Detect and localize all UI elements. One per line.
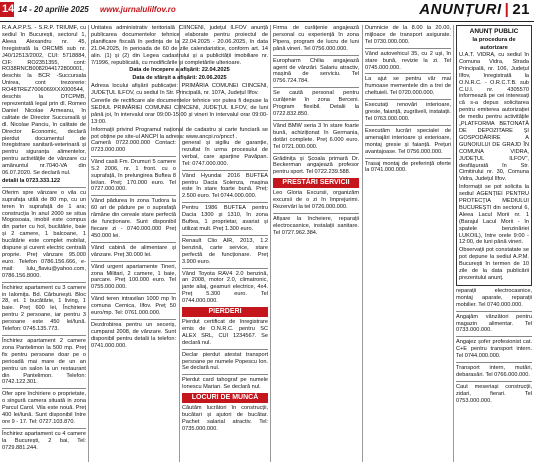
page-header (0, 0, 534, 22)
ad-text: Dezdrobirea pentru un seceriș, cumparat 2008, de vânzare. Sunt disponibil pentru detalii la telefon: 0741.000.000. (91, 321, 176, 349)
ad-text: La ajut se pentru văr mai frumoase mementele din a trei de cheltuieli. Tel 0720.000.000. (365, 76, 451, 97)
ad-text: Angajez șofer profesionist cat. C+E pentru transport intern. Tel 0744.000.000. (456, 339, 532, 360)
column-1 (2, 25, 86, 462)
ad-divider (273, 213, 359, 214)
notice-paragraph: Cererile de rectificare ale documentelor tehnice vor putea fi depuse la SEDIUL PRIMĂRIEI COMUNEI CIINCENI, JUDEȚUL ILFOV, de luni până joi, în intervalul orar 09:00-15:00 și vineri în intervalul orar 09:00-13:00. (91, 98, 268, 125)
section-separator: | (504, 1, 510, 18)
ad-text: Cameră 0722.000.000 Contact: 0723.000.000 (91, 140, 176, 153)
ad-text: Firma de curățenie angajează personal cu experiență în zona Pipera, program de lucru de luni până vineri. Tel 0756.000.000. (273, 25, 359, 52)
ad-text: detalii la 0723.333.122 (2, 177, 61, 184)
page-number-right: 21 (512, 1, 530, 18)
ad-text: Vând Hyundai 2016 BUFTEA pentru Dacia Solenza, mașina este în stare foarte bună. Preț: 2.500 euro. Tel 0744.000.000. (182, 172, 268, 200)
ad-text: Închiriez apartament 2 camere zona Pantelimon la 500 mp. Preț fix pentru persoane doar pe o perioadă mai mare de un an pentru un salon la un restaurant din Pantelimon. Telefon: 0742.122.301. (2, 337, 86, 386)
ad-divider (182, 202, 268, 203)
notice-paragraph: Unitatea administrativ teritorială CIINCENI, județul ILFOV anunță publicarea documentelor tehnice elaborate pentru proiectul de planificare fiscală în ședința de la 22.04.2025 - 20.06.2025, în data 21.04.2025, în perioada de 60 de zile calendaristice, conform art. 14 alin. (1) și (2) din Legea cadastrului și a publicității imobiliare nr. 7/1996, republicată, cu modificările și completările ulterioare. (91, 25, 268, 66)
ad-text: Închiriez apartament cu 4 camere la București, 2 bai, Tel: 0729.881.244. (2, 430, 86, 451)
ad-text: Vând BMW seria 3 în stare foarte bună, achiziționat în Germania, dotări complete. Preț 6.000 euro. Tel 0721.000.000. (273, 122, 359, 150)
ad-divider (91, 242, 176, 243)
ad-divider (182, 374, 268, 375)
section-heading (419, 1, 530, 18)
notice-end-date: Data de sfârșit a afișării: 20.06.2025 (132, 75, 227, 82)
ad-text: Vând urgent apartamente Tineri, zona Militari, 2 camere, 1 baie, parcare. Preț 100.000 euro. Tel 0755.000.000. (91, 263, 176, 291)
notice-paragraph: Observații pot constatate se pot depune la sediul A.P.M. București în termen de 10 zile de la data publicării prezentului anunț. (459, 247, 529, 281)
ad-text: Pierdut certificat de înregistrare emis de O.N.R.C. pentru SC ALEX SRL, CUI 1234567. Se declară nul. (182, 319, 268, 346)
ad-divider (182, 268, 268, 269)
ad-text: Angajăm vânzători pentru magazin alimentar. Tel 0733.000.000. (456, 313, 532, 334)
ad-divider (91, 261, 176, 262)
ad-text: Declar pierdut atestat transport persoane pe numele Popescu Ion. Se declară nul. (182, 351, 268, 372)
ad-divider (91, 293, 176, 294)
ad-text: Ofer spre închiriere o proprietate, o singură camera situată in zona Parcul Carol. Vila este nouă. Preț 400 lei/lună. Sunt disponibil între ore 9 - 17. Tel: 0727.103.870. (2, 391, 86, 425)
ad-text: Trasaj montaj de preferință oferte la 0741.000.000. (365, 160, 451, 174)
ad-text: Transport intern, mutări, debarasări. Tel 0766.000.000. (456, 365, 532, 378)
notice-paragraph: Informații se pot solicita la sediul AGENȚIEI PENTRU PROTECȚIA MEDIULUI BUCUREȘTI din sectorul 6, Aleea Lacul Morii nr. 1 (Barajul Lacul Morii - în spatele benzinăriei LUKOIL), între orele 9:00 - 12:00, de luni până vineri. (459, 184, 529, 246)
ad-text: Leo Gloria Excursii, organizăm excursii de o zi în împrejurimi. Rezervări la tel 0726.000.000. (273, 190, 359, 211)
page-number-left: 14 (2, 3, 15, 15)
ad-divider (273, 55, 359, 56)
ad-text: Căutăm lucrători în construcții, bucătari și ajutori de bucătar. Pachet salarial atractiv. Tel: 0735.000.000. (182, 405, 268, 432)
ad-divider (182, 170, 268, 171)
ad-divider (2, 388, 86, 389)
ad-text: Vând teren intravilan 1000 mp în comuna Cernica, Ilfov. Preț 50 euro/mp. Tel: 0761.000.000. (91, 296, 176, 317)
ad-divider (456, 381, 532, 382)
ad-text: Oferim spre vânzare o vila cu suprafața utilă de 80 mp, cu un teren în suprafață de 1 ara; construcția în anul 2000 se situa Mogosoaia, imobil este compus din parter cu hol, bucătărie, baie și 2 camere, 1 balcoane, 1 bucătărie este complet mobilat, dispune și curent electric centrală proprie. Preț vânzare 95.000 euro. Telefon 0786.156.666, e-mail: lulu_flaviu@yahoo.com, 0786.156.8000. (2, 189, 86, 279)
column-rule (453, 25, 454, 462)
issue-date: 14 - 20 aprilie 2025 (18, 5, 89, 14)
ad-text: Vând autovehicul 35, cu 2 uși, în stare bună, revizie la zi. Tel 0745.000.000. (365, 50, 451, 71)
ad-text: R.A.A.P.P.S. - S.R.P. TRIUMF, cu sediul în București, sectorul 1, Aleea Alexandru nr. 45, înregistrată la ORCMB sub nr. J40/12513/2002, CUI: 5718884, CIF: RO2351355, cont: RO38RNCB0082044172800001, deschis la BCR -Succursala Unirea, cont trezorerie: RO48TREZ7006069XXX000544, deschis la DTCPMB, reprezentată legal prin dl. Romeo Daniel Nicolae Armeanu, în calitate de Director Succursală și dl. Nicolae Panciu, în calitate de Director Economic, declară pierdut documentul de înregistrare sanitară-veterinară și pentru siguranța alimentelor, pentru activitățile de vânzare cu amănuntul nr.7040-VA din 06.07.2020. Se declară nul. (2, 25, 86, 177)
ad-text: Pierdut card tahograf pe numele Ionescu Marian. Se declară nul. (182, 377, 268, 391)
ad-divider (2, 335, 86, 336)
ad-divider (182, 235, 268, 236)
ad-divider (365, 125, 451, 126)
notice-start-date: Data de începere a afișării: 22.04.2025 (129, 67, 230, 74)
ad-divider (91, 195, 176, 196)
public-notice-subtitle: la procedura de autorizare (472, 37, 516, 51)
column-rule (270, 25, 271, 462)
ad-divider (365, 73, 451, 74)
column-rule (88, 25, 89, 462)
ad-divider (91, 156, 176, 157)
ad-text: Vând pădurea în zona Tudora la 60 ari de pădure pe o suprafață rămâne din cereale stare perfectă de funcționare. Sunt disponibil fiecare zi - 0740.000.000 Preț 450.000 lei. (91, 198, 176, 239)
ad-text: Grădinița și Școala primară Dr. Beckerman angajează profesor pentru sport. Tel 0722.239.588. (273, 155, 359, 176)
cadastre-notice (91, 25, 268, 142)
ad-divider (2, 282, 86, 283)
notice-paragraph: U.A.T. VIDRA, cu sediul în Comuna Vidra, Strada Principală, nr. 106, Județul Ilfov, înregistrată la O.N.R.C. - O.R.C.T.B. sub C.U.I. nr. 4305570 informează pe cei interesați că s-a depus solicitarea pentru emiterea autorizației de mediu pentru activitățile „PLATFORMA BETONATĂ DE DEPOZITARE ȘI GOSPODĂRIRE A GUNOIULUI DE GRAJD ÎN COMUNA VIDRA, JUDEȚUL ILFOV", desfășurată în Str. Cimitirului nr. 30, Comuna Vidra, Județul Ilfov. (459, 52, 529, 183)
section-name: ANUNȚURI (419, 1, 502, 18)
ad-text: Europharm Chilia angajează agent de vânzări. Salariu atractiv, mașină de serviciu. Tel 0756.724.784. (273, 57, 359, 85)
section-title-pierderi: PIERDERI (182, 307, 268, 317)
ad-text: Vând casă Fm. Drumuri 5 camere S.2 2006, nr. 1 front. cu o suprafață, în prelungirea Buftea 8 lei/an. Preț: 170.000 euro. Tel 0727.000.000. (91, 158, 176, 193)
ad-text: Vând Toyota RAV4 2.0 benzină, an 2008, motor 2.0, climatronic, jante aliaj, geamuri electrice, 4x4. Preț 5.300 euro. Tel 0744.000.000. (182, 270, 268, 305)
ad-divider (2, 428, 86, 429)
public-notice-title: ANUNȚ PUBLIC (469, 28, 519, 35)
ad-text: Închiriez apartament cu 3 camere in Ialomița. Bd. Cărbunești. Bloc 28, et. 1 bucătărie, 1 living, 1 baie. Preț 600 lei, Închiriere pentru 2 persoane, iar pentru 3 persoane este 450 lei/lună. Telefon: 0745.135.773. (2, 284, 86, 333)
ad-text: general și sigiliu de garanție, rezultat în urma procesului de verbal, care aparține Pavăpan. Tel: 0747.000.000. (182, 140, 268, 167)
ad-divider (365, 99, 451, 100)
ad-divider (273, 153, 359, 154)
ad-text: reparații electrocasnice, montaj aparate, reparații mobilier. Tel 0740.000.000. (456, 287, 532, 308)
ad-text: Executăm lucrări specialei de amenajări interioare și exterioare, montaj gresie și faianță. Prețuri avantajoase. Tel 0756.000.000. (365, 127, 451, 155)
site-url[interactable]: www.jurnalulilfov.ro (100, 5, 176, 14)
column-2 (91, 140, 176, 462)
ad-divider (91, 319, 176, 320)
column-5 (365, 25, 451, 462)
section-title-locuri-de-munca: LOCURI DE MUNCĂ (182, 393, 268, 403)
notice-paragraph: Adresa locului afișării publicației: PRIMĂRIA COMUNEI CIINCENI, JUDEȚUL ILFOV, cu sediul în Str. Principală, nr. 107A, Județul Ilfov. (91, 83, 268, 97)
ad-divider (456, 311, 532, 312)
ad-divider (456, 336, 532, 337)
ad-text: Caut meseriași construcții, zidari, fierari. Tel 0753.000.000. (456, 383, 532, 404)
ad-divider (273, 87, 359, 88)
ad-divider (365, 48, 451, 49)
ad-divider (2, 187, 86, 188)
column-6 (456, 25, 532, 462)
ad-text: Afișare la încheiere, reparații electrocasnice, instalații sanitare. Tel 0727.962.384. (273, 215, 359, 236)
column-3 (182, 140, 268, 462)
ad-text: Se caută personal pentru curățenie în zona Berceni. Program flexibil. Detalii la 0722.832.850. (273, 90, 359, 117)
ad-divider (182, 349, 268, 350)
column-4 (273, 25, 359, 462)
ad-text: Renault Clio AIR, 2013, 1.2 benzină, carte service, stare perfectă de funcționare. Preț 3.900 euro. (182, 237, 268, 265)
ad-text: Dumnicie de la 8.00 la 20.00, mijloace de transport asigurate. Tel 0730.000.000. (365, 25, 451, 45)
section-title-prestari-servicii: PRESTĂRI SERVICII (273, 178, 359, 188)
ad-text: Executați renovări interioare, gresie, faianță, zugrăveli, instalații. Tel 0763.000.000. (365, 102, 451, 122)
ad-divider (273, 120, 359, 121)
ad-text: Vând cabină de alimentare și vânzare. Preț 30.000 lei. (91, 244, 176, 258)
column-rule (362, 25, 363, 462)
ad-divider (365, 158, 451, 159)
ad-text: Pentru 1986 BUFTEA pentru Dacia 1300 și 1310, în zona Buftea, 1 proprietar, avariat și utilizat mult. Preț 1.300 euro. (182, 205, 268, 232)
public-notice-box (456, 25, 532, 286)
notice-paragraph: Informații privind Programul național de cadastru și carte funciară se pot obține pe site-ul ANCPI la adresa: www.ancpi.ro/pnccf . (91, 126, 268, 140)
ad-divider (456, 362, 532, 363)
